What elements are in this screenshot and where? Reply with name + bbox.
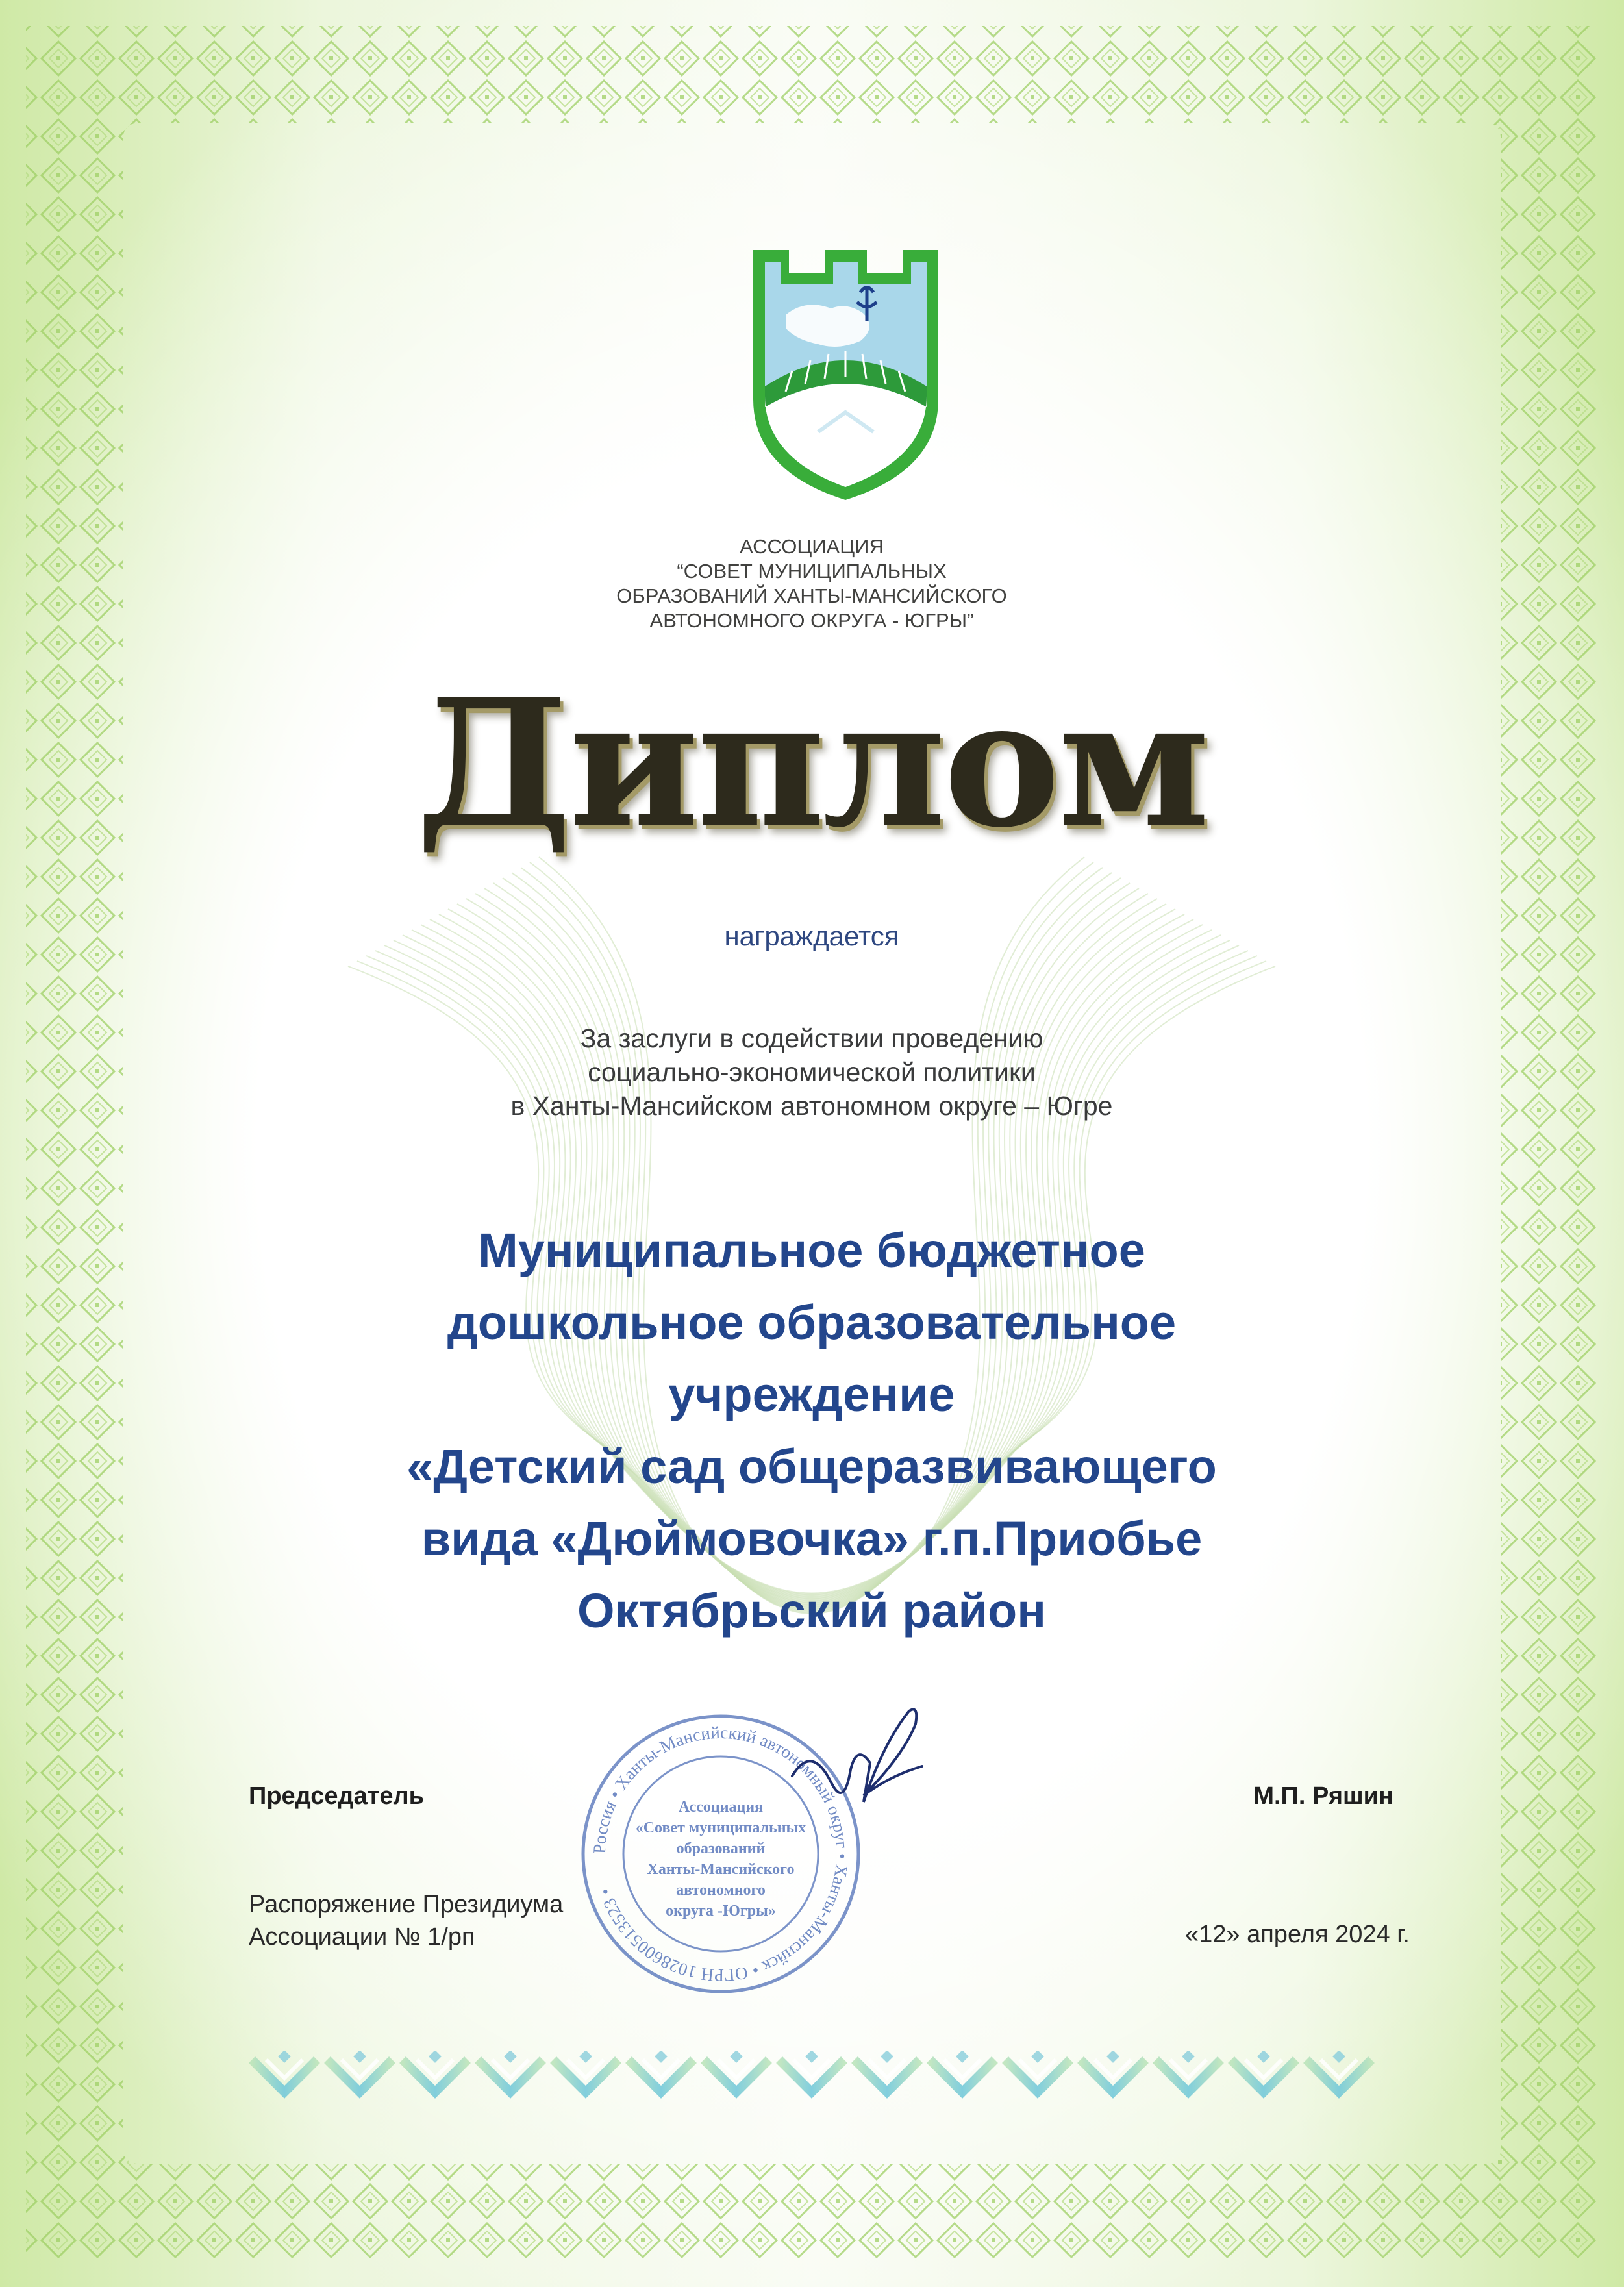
recipient-line: Октябрьский район [577,1584,1046,1638]
coat-of-arms-icon [740,237,951,510]
signatory-role: Председатель [249,1782,425,1810]
diploma-title: Диплом [416,660,1208,866]
stamp-center-line: Ханты-Мансийского [647,1861,795,1878]
issue-date: «12» апреля 2024 г. [1185,1921,1410,1948]
stamp-center-line: автономного [676,1882,766,1899]
recipient-line: Муниципальное бюджетное [478,1223,1145,1277]
reason-line: социально-экономической политики [588,1057,1036,1087]
stamp-center-line: Ассоциация [678,1799,764,1816]
association-name [552,534,1071,633]
stamp-center-line: «Совет муниципальных [635,1819,806,1836]
order-line: Распоряжение Президиума [249,1891,564,1918]
ornamental-band [247,2051,1377,2103]
association-line: ОБРАЗОВАНИЙ ХАНТЫ-МАНСИЙСКОГО [616,584,1007,607]
handwritten-signature [786,1705,935,1834]
order-reference [249,1888,563,1953]
awarded-label: награждается [724,921,899,951]
stamp-ring-text: Россия • Ханты-Мансийский автономный округ • Ханты-Мансийск • ОГРН 1028600513523 • [589,1722,853,1986]
recipient-line: учреждение [668,1368,955,1421]
recipient-line: «Детский сад общеразвивающего [406,1440,1217,1493]
order-line: Ассоциации № 1/рп [249,1923,475,1951]
association-line: “СОВЕТ МУНИЦИПАЛЬНЫХ [677,560,947,582]
stamp-center-line: округа -Югры» [666,1903,776,1919]
signatory-name: М.П. Ряшин [1253,1782,1393,1810]
recipient-name [195,1214,1429,1647]
reason-line: в Ханты-Мансийском автономном округе – Югре [510,1091,1113,1121]
recipient-line: вида «Дюймовочка» г.п.Приобье [421,1512,1203,1566]
association-line: АВТОНОМНОГО ОКРУГА - ЮГРЫ” [649,609,974,632]
award-reason [325,1021,1299,1123]
recipient-line: дошкольное образовательное [447,1295,1177,1349]
association-line: АССОЦИАЦИЯ [740,535,884,558]
reason-line: За заслуги в содействии проведению [580,1023,1043,1053]
stamp-center-line: образований [676,1840,766,1857]
